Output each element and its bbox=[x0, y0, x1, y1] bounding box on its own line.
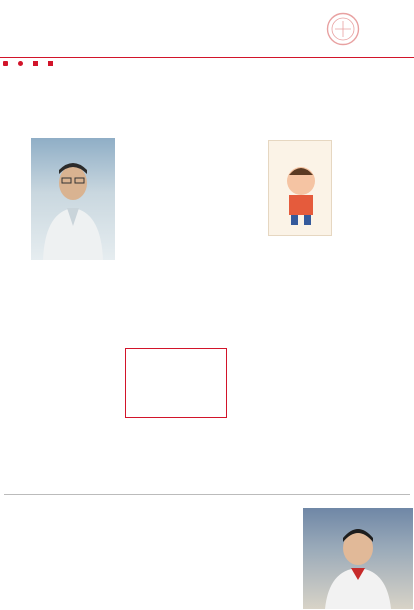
qq-icon bbox=[18, 61, 23, 66]
seal-icon bbox=[326, 12, 360, 46]
book-cover-art bbox=[269, 141, 333, 237]
book-info bbox=[340, 215, 410, 237]
child-photo bbox=[303, 508, 413, 609]
portrait-figure bbox=[31, 138, 115, 260]
article1-lead bbox=[12, 297, 116, 325]
section-divider bbox=[4, 494, 410, 495]
promo-box bbox=[125, 348, 227, 418]
subscribe-icon bbox=[33, 61, 38, 66]
article1-col-4 bbox=[232, 372, 410, 430]
promo-col-right bbox=[316, 430, 410, 488]
promo-col-left bbox=[125, 424, 227, 488]
author-photo-caption bbox=[30, 268, 116, 284]
contact-bar bbox=[0, 57, 414, 68]
phone-icon bbox=[3, 61, 8, 66]
seal-stamp bbox=[326, 12, 360, 46]
book-cover bbox=[268, 140, 332, 236]
author-photo bbox=[31, 138, 115, 260]
article1-col-3 bbox=[232, 244, 410, 368]
child-portrait bbox=[303, 508, 413, 609]
article1-col-2 bbox=[125, 138, 223, 468]
article1-col-1 bbox=[12, 330, 116, 488]
editor-icon bbox=[48, 61, 53, 66]
